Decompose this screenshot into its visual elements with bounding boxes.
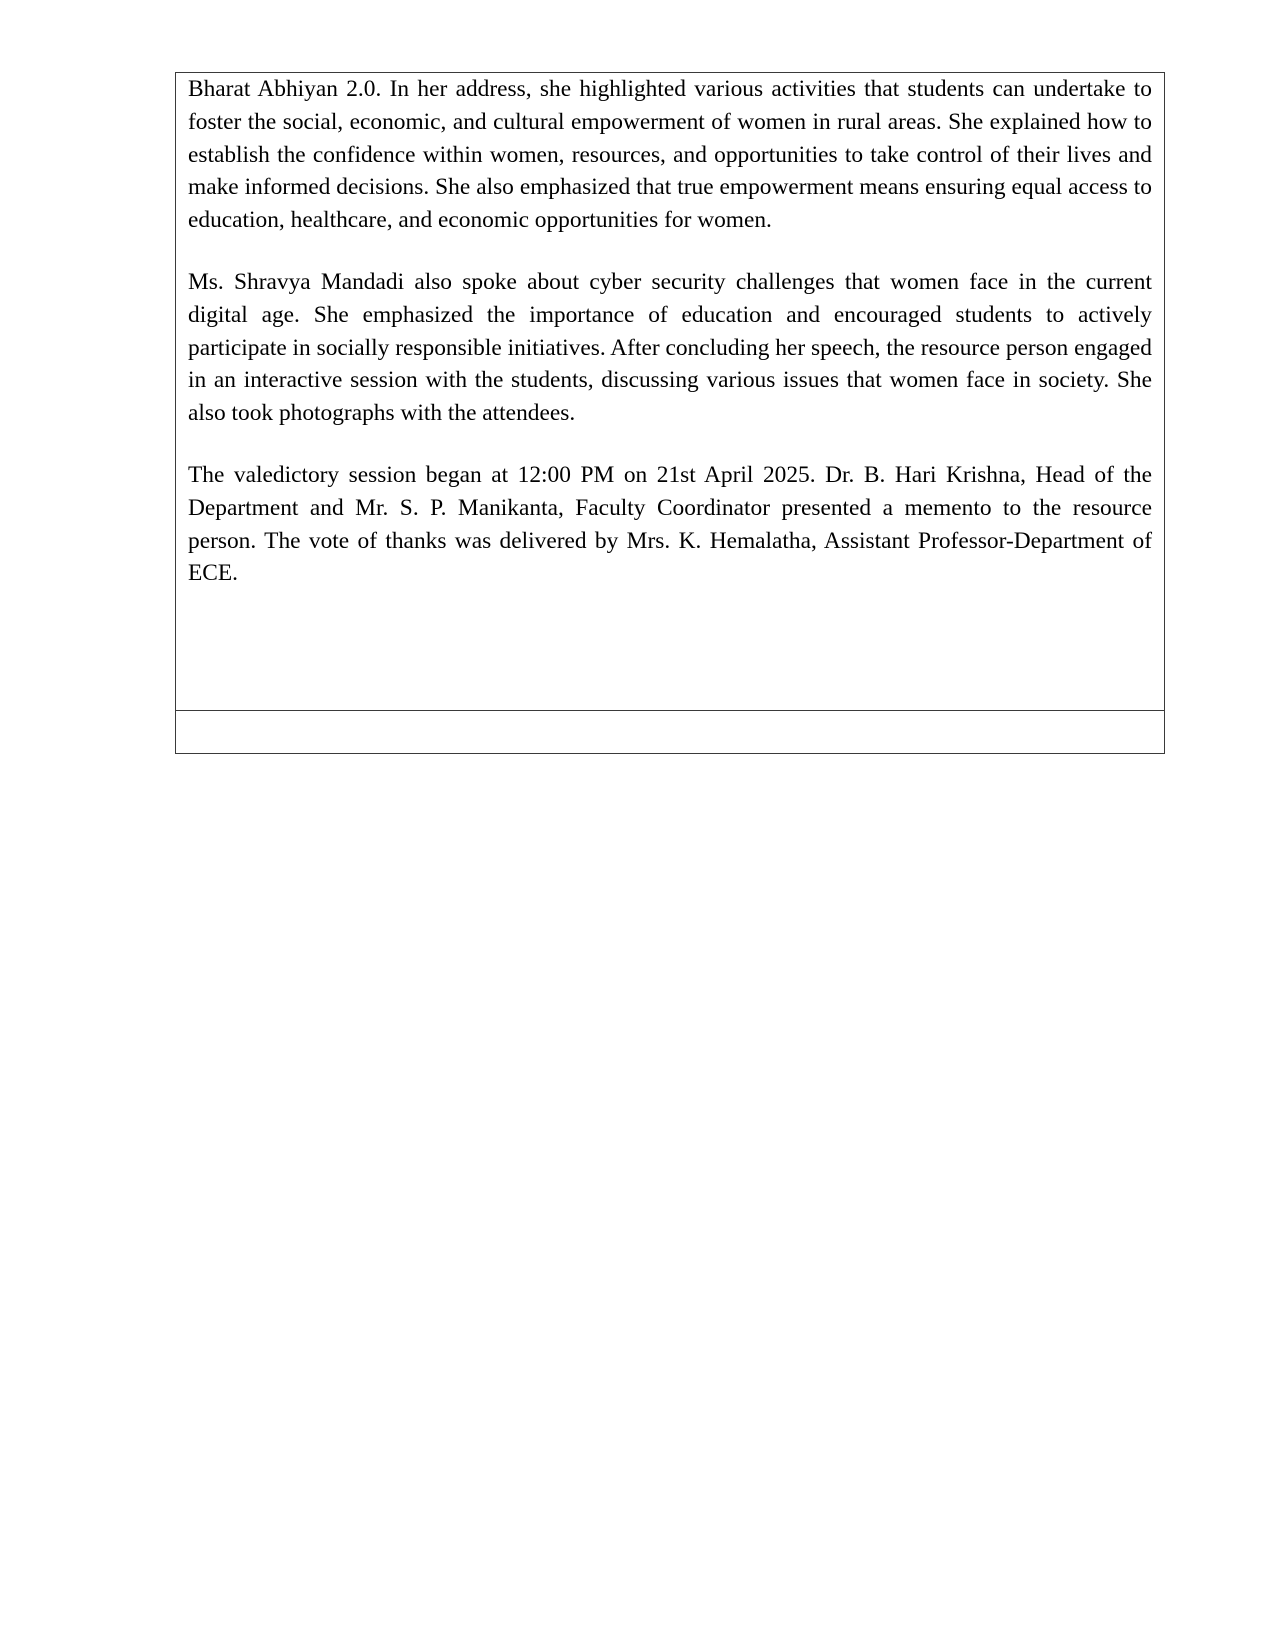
content-row	[176, 73, 1165, 711]
report-table	[175, 72, 1165, 754]
empty-cell	[176, 711, 1165, 754]
paragraph-address-summary: Bharat Abhiyan 2.0. In her address, she highlighted various activities that students can undertake to foster the social, economic, and cultural empowerment of women in rural areas. She explained how to establish the confidence within women, resources, and opportunities to take control of their lives and make informed decisions. She also emphasized that true empowerment means ensuring equal access to education, healthcare, and economic opportunities for women.	[188, 76, 1152, 234]
paragraph-valedictory-session: The valedictory session began at 12:00 PM on 21st April 2025. Dr. B. Hari Krishna, Head of the Department and Mr. S. P. Manikanta, Faculty Coordinator presented a memento to the resource person. The vote of thanks was delivered by Mrs. K. Hemalatha, Assistant Professor-Department of ECE.	[188, 461, 1152, 587]
empty-row	[176, 711, 1165, 754]
paragraph-cyber-security: Ms. Shravya Mandadi also spoke about cyber security challenges that women face in the current digital age. She emphasized the importance of education and encouraged students to actively participate in socially responsible initiatives. After concluding her speech, the resource person engaged in an interactive session with the students, discussing various issues that women face in society. She also took photographs with the attendees.	[188, 268, 1152, 427]
report-content-cell	[176, 73, 1165, 711]
